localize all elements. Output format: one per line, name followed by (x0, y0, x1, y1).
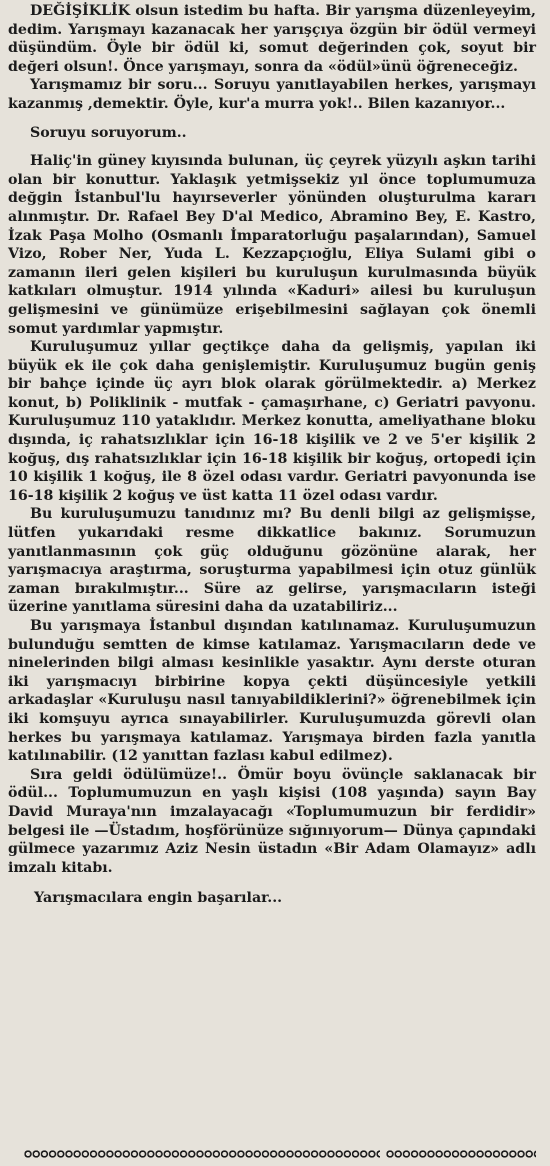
ornament-border-right (386, 1150, 536, 1158)
paragraph-question-lead: Soruyu soruyorum.. (30, 124, 187, 141)
paragraph-hint: Bu kuruluşumuzu tanıdınız mı? Bu denli bilgi az gelişmişse, lütfen yukarıdaki resme dikkatlice bakınız. Sorumuzun yanıtlanmasının çok güç olduğunu gözönüne alarak, her yarışmacıya araştırma, soruşturma yapabilmesi için otuz günlük zaman bırakılmıştır... Süre az gelirse, yarışmacıların isteği üzerine yanıtlama süresini daha da uzatabiliriz... (8, 506, 536, 616)
paragraph-intro: DEĞİŞİKLİK olsun istedim bu hafta. Bir yarışma düzenleyeyim, dedim. Yarışmayı kazanacak her yarışçıya özgün bir ödül vermeyi düşündüm. Öyle bir ödül ki, somut değerinden çok, soyut bir değeri olsun!. Önce yarışmayı, sonra da «ödül»ünü öğreneceğiz. (8, 3, 536, 75)
paragraph-facilities: Kuruluşumuz yıllar geçtikçe daha da gelişmiş, yapılan iki büyük ek ile çok daha genişlemiştir. Kuruluşumuz bugün geniş bir bahçe içinde üç ayrı blok olarak görülmektedir. a) Merkez konut, b) Poliklinik - mutfak - çamaşırhane, c) Geriatri pavyonu. Kuruluşumuz 110 yataklıdır. Merkez konutta, ameliyathane bloku dışında, iç rahatsızlıklar için 16-18 kişilik ve 2 ve 5'er kişilik 2 koğuş, dış rahatsızlıklar için 16-18 kişilik bir koğuş, ortopedi için 10 kişilik 1 koğuş, ile 8 özel odası vardır. Geriatri pavyonunda ise 16-18 kişilik 2 koğuş ve üst katta 11 özel odası vardır. (8, 339, 536, 504)
ornament-border-left (24, 1150, 380, 1158)
paragraph-rules: Yarışmamız bir soru... Soruyu yanıtlayabilen herkes, yarışmayı kazanmış ,demektir. Öyle, kur'a murra yok!.. Bilen kazanıyor... (8, 77, 536, 112)
paragraph-prize: Sıra geldi ödülümüze!.. Ömür boyu övünçle saklanacak bir ödül... Toplumumuzun en yaşlı kişisi (108 yaşında) sayın Bay David Muraya'nın imzalayacağı «Toplumumuzun bir ferdidir» belgesi ile —Üstadım, hoşförünüze sığınıyorum— Dünya çapındaki gülmece yazarımız Aziz Nesin üstadın «Bir Adam Olamayız» adlı imzalı kitabı. (8, 766, 536, 876)
paragraph-closing: Yarışmacılara engin başarılar... (34, 890, 283, 907)
paragraph-conditions: Bu yarışmaya İstanbul dışından katılınamaz. Kuruluşumuzun bulunduğu semtten de kimse katılamaz. Yarışmacıların dede ve ninelerinden bilgi alması kesinlikle yasaktır. Aynı derste oturan iki yarışmacıyı birbirine kopya çekti düşüncesiyle yetkili arkadaşlar «Kuruluşu nasıl tanıyabildiklerini?» öğrenebilmek için iki komşuyu ayrıca sınayabilirler. Kuruluşumuzda görevli olan herkes bu yarışmaya katılamaz. Yarışmaya birden fazla yanıtla katılınabilir. (12 yanıttan fazlası kabul edilmez). (8, 618, 536, 765)
paragraph-description: Haliç'in güney kıyısında bulunan, üç çeyrek yüzyılı aşkın tarihi olan bir konuttur. Yaklaşık yetmişsekiz yıl önce toplumumuza değgin İstanbul'lu hayırseverler yönünden oluşturulma kararı alınmıştır. Dr. Rafael Bey D'al Medico, Abramino Bey, E. Kastro, İzak Paşa Molho (Osmanlı İmparatorluğu paşalarından), Samuel Vizo, Rober Ner, Yuda L. Kezzapçıoğlu, Eliya Sulami gibi o zamanın ileri gelen kişileri bu kuruluşun kurulmasında büyük katkıları olmuştur. 1914 yılında «Kaduri» ailesi bu kuruluşun gelişmesini ve günümüze erişebilmesini sağlayan çok önemli somut yardımlar yapmıştır. (8, 153, 536, 337)
